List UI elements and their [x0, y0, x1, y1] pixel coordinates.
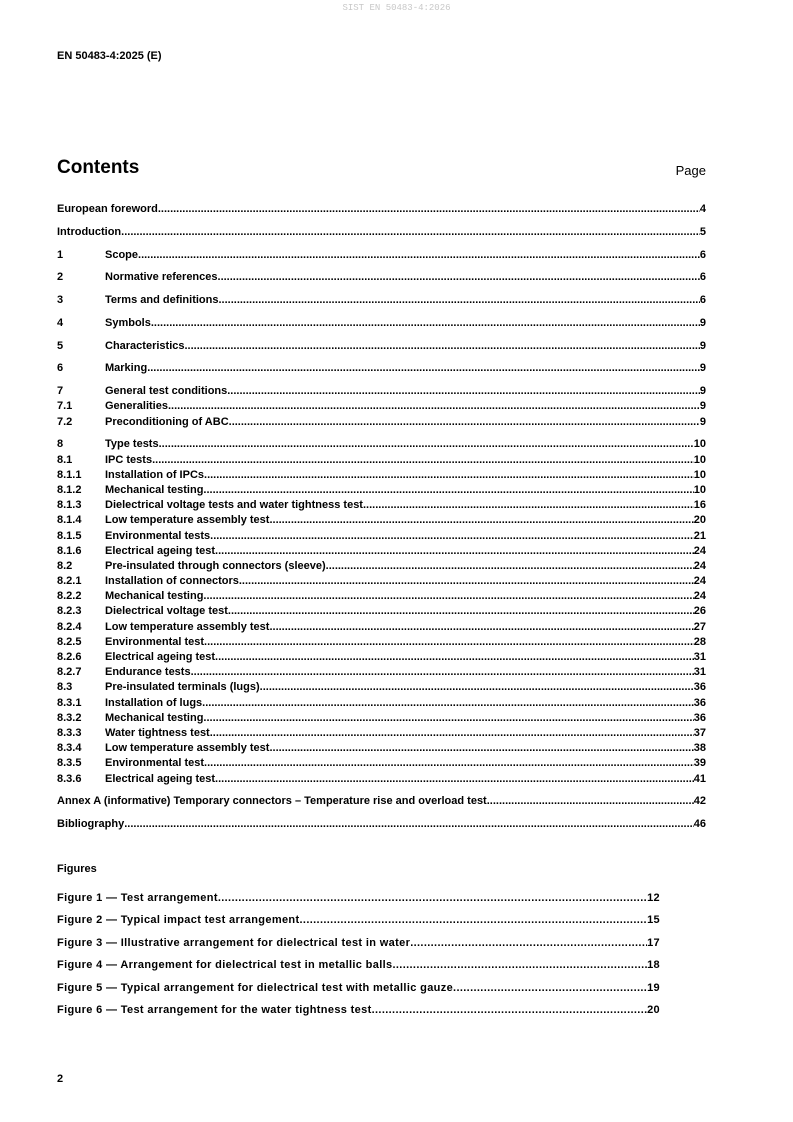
toc-entry-number: 8.3.4 — [57, 742, 82, 755]
toc-entry-title[interactable]: Electrical ageing test — [105, 651, 216, 664]
toc-entry-page: 9 — [699, 316, 706, 329]
toc-entry-title[interactable]: Low temperature assembly test — [105, 742, 270, 755]
toc-entry-number: 7 — [57, 385, 64, 398]
toc-entry-number: 8.2.2 — [57, 590, 82, 603]
toc-entry[interactable] — [57, 680, 706, 695]
toc-entry[interactable] — [57, 696, 706, 711]
dot-leader — [453, 977, 647, 999]
figure-entry-title[interactable]: Figure 3 — Illustrative arrangement for dielectrical test in water — [57, 936, 411, 949]
toc-entry-page: 41 — [693, 772, 706, 785]
toc-entry-number: 8.2.5 — [57, 635, 82, 648]
toc-entry-page: 6 — [699, 294, 706, 307]
toc-group — [57, 225, 706, 240]
toc-entry-title[interactable]: Environmental test — [105, 635, 205, 648]
toc-group — [57, 384, 706, 430]
toc-entry-title[interactable]: Scope — [105, 248, 139, 261]
toc-entry[interactable] — [57, 544, 706, 559]
toc-group — [57, 316, 706, 331]
dot-leader — [210, 529, 694, 544]
toc-entry-page: 27 — [693, 620, 706, 633]
document-id: EN 50483-4:2025 (E) — [57, 50, 162, 62]
toc-entry-number: 8.3.3 — [57, 726, 82, 739]
toc-entry-number: 8.1.6 — [57, 544, 82, 557]
toc-entry-title[interactable]: Mechanical testing — [105, 590, 204, 603]
toc-entry[interactable] — [57, 453, 706, 468]
toc-entry[interactable] — [57, 772, 706, 787]
toc-entry-number: 1 — [57, 248, 64, 261]
dot-leader — [218, 293, 699, 308]
toc-entry-title[interactable]: Environmental tests — [105, 529, 211, 542]
toc-entry-number: 8.2.4 — [57, 620, 82, 633]
dot-leader — [300, 909, 648, 931]
toc-entry-number: 8.3.1 — [57, 696, 82, 709]
toc-group — [57, 817, 706, 832]
toc-entry-title[interactable]: Endurance tests — [105, 666, 191, 679]
toc-group — [57, 339, 706, 354]
toc-entry[interactable] — [57, 756, 706, 771]
figure-entry-title[interactable]: Figure 5 — Typical arrangement for dielectrical test with metallic gauze — [57, 981, 454, 994]
toc-entry-title[interactable]: Characteristics — [105, 339, 185, 352]
toc-entry-number: 4 — [57, 316, 64, 329]
toc-entry-page: 4 — [699, 203, 706, 215]
toc-entry-page: 10 — [693, 438, 706, 451]
toc-group — [57, 437, 706, 786]
toc-entry-number: 8.2.7 — [57, 666, 82, 679]
toc-entry-page: 9 — [699, 400, 706, 413]
toc-entry-page: 5 — [699, 225, 706, 238]
figure-entry-page: 15 — [647, 914, 660, 927]
dot-leader — [218, 270, 700, 285]
figure-entry[interactable] — [57, 954, 660, 976]
toc-entry-page: 24 — [693, 575, 706, 588]
toc-entry-page: 16 — [693, 499, 706, 512]
dot-leader — [269, 513, 693, 528]
figure-entry[interactable] — [57, 909, 660, 931]
toc-entry-title[interactable]: Pre-insulated terminals (lugs) — [105, 681, 260, 694]
figure-entry-title[interactable]: Figure 2 — Typical impact test arrangement — [57, 914, 300, 927]
toc-entry-page: 10 — [693, 453, 706, 466]
toc-entry-title[interactable]: IPC tests — [105, 453, 153, 466]
toc-entry-number: 8.1.3 — [57, 499, 82, 512]
toc-entry-page: 31 — [693, 666, 706, 679]
toc-entry-number: 8 — [57, 438, 64, 451]
toc-entry[interactable] — [57, 316, 706, 331]
toc-entry-page: 36 — [693, 681, 706, 694]
toc-entry-title[interactable]: Low temperature assembly test — [105, 620, 270, 633]
toc-entry-number: 8.1 — [57, 453, 73, 466]
toc-entry[interactable] — [57, 437, 706, 452]
toc-entry-page: 24 — [693, 559, 706, 572]
dot-leader — [203, 711, 693, 726]
toc-entry[interactable] — [57, 225, 706, 240]
toc-entry[interactable] — [57, 498, 706, 513]
dot-leader — [158, 202, 700, 217]
figure-entry[interactable] — [57, 887, 660, 909]
toc-entry-number: 8.2.3 — [57, 605, 82, 618]
dot-leader — [203, 483, 693, 498]
toc-entry-title[interactable]: Dielectrical voltage test — [105, 605, 228, 618]
toc-entry-number: 3 — [57, 294, 64, 307]
toc-entry[interactable] — [57, 293, 706, 308]
toc-entry[interactable] — [57, 270, 706, 285]
toc-entry[interactable] — [57, 529, 706, 544]
figure-entry-page: 19 — [647, 981, 660, 994]
toc-entry[interactable] — [57, 483, 706, 498]
toc-entry-title[interactable]: Installation of IPCs — [105, 468, 205, 481]
toc-entry[interactable] — [57, 415, 706, 430]
toc-entry-page: 10 — [693, 483, 706, 496]
toc-entry[interactable] — [57, 620, 706, 635]
toc-entry[interactable] — [57, 559, 706, 574]
toc-entry-title[interactable]: Water tightness test — [105, 726, 210, 739]
toc-entry-title[interactable]: Annex A (informative) Temporary connectors – Temperature rise and overload test — [57, 795, 487, 808]
dot-leader — [168, 399, 700, 414]
toc-entry[interactable] — [57, 817, 706, 832]
toc-entry-title[interactable]: Normative references — [105, 271, 218, 284]
toc-entry[interactable] — [57, 468, 706, 483]
toc-entry-page: 37 — [693, 726, 706, 739]
toc-group — [57, 293, 706, 308]
dot-leader — [227, 384, 700, 399]
toc-entry-page: 24 — [693, 590, 706, 603]
dot-leader — [159, 437, 694, 452]
toc-entry[interactable] — [57, 574, 706, 589]
toc-group — [57, 361, 706, 376]
dot-leader — [121, 225, 700, 240]
toc-entry-number: 8.2 — [57, 559, 73, 572]
toc-entry-page: 6 — [699, 248, 706, 261]
toc-entry[interactable] — [57, 248, 706, 263]
dot-leader — [487, 794, 694, 809]
dot-leader — [215, 650, 694, 665]
toc-entry[interactable] — [57, 604, 706, 619]
dot-leader — [260, 680, 694, 695]
figure-entry-title[interactable]: Figure 4 — Arrangement for dielectrical test in metallic balls — [57, 959, 393, 972]
toc-entry-number: 8.3 — [57, 681, 73, 694]
toc-entry[interactable] — [57, 794, 706, 809]
toc-entry-title[interactable]: Symbols — [105, 316, 151, 329]
toc-entry-number: 8.3.2 — [57, 711, 82, 724]
toc-entry-title[interactable]: Type tests — [105, 438, 159, 451]
toc-entry[interactable] — [57, 513, 706, 528]
dot-leader — [228, 604, 694, 619]
dot-leader — [191, 665, 694, 680]
toc-entry-page: 24 — [693, 544, 706, 557]
dot-leader — [202, 696, 694, 711]
toc-entry[interactable] — [57, 339, 706, 354]
toc-entry-number: 8.1.5 — [57, 529, 82, 542]
toc-entry-number: 7.1 — [57, 400, 73, 413]
dot-leader — [218, 887, 647, 909]
list-of-figures — [57, 887, 660, 1021]
dot-leader — [204, 468, 694, 483]
figure-entry-page: 17 — [647, 936, 660, 949]
toc-entry[interactable] — [57, 650, 706, 665]
toc-entry[interactable] — [57, 589, 706, 604]
toc-entry-page: 9 — [699, 385, 706, 398]
dot-leader — [210, 726, 694, 741]
toc-entry[interactable] — [57, 384, 706, 399]
toc-entry-title[interactable]: Generalities — [105, 400, 168, 413]
page-column-header: Page — [675, 163, 706, 178]
toc-entry-title[interactable]: Low temperature assembly test — [105, 514, 270, 527]
toc-entry-page: 26 — [693, 605, 706, 618]
dot-leader — [393, 954, 648, 976]
toc-entry-page: 9 — [699, 362, 706, 375]
toc-entry-number: 8.2.1 — [57, 575, 82, 588]
toc-entry[interactable] — [57, 635, 706, 650]
toc-entry-number: 5 — [57, 339, 64, 352]
toc-entry-page: 36 — [693, 711, 706, 724]
toc-entry-page: 20 — [693, 514, 706, 527]
toc-entry-number: 6 — [57, 362, 64, 375]
dot-leader — [372, 999, 647, 1021]
dot-leader — [147, 361, 700, 376]
dot-leader — [363, 498, 694, 513]
dot-leader — [269, 741, 693, 756]
dot-leader — [215, 544, 694, 559]
toc-entry-title[interactable]: Pre-insulated through connectors (sleeve) — [105, 559, 326, 572]
dot-leader — [239, 574, 694, 589]
toc-entry-title[interactable]: Environmental test — [105, 757, 205, 770]
toc-entry-page: 9 — [699, 415, 706, 428]
toc-entry[interactable] — [57, 665, 706, 680]
toc-entry-number: 8.1.4 — [57, 514, 82, 527]
figure-entry-title[interactable]: Figure 6 — Test arrangement for the water tightness test — [57, 1003, 372, 1016]
dot-leader — [229, 415, 700, 430]
toc-entry-number: 7.2 — [57, 415, 73, 428]
figure-entry-page: 18 — [647, 959, 660, 972]
toc-entry-title[interactable]: Electrical ageing test — [105, 772, 216, 785]
table-of-contents — [57, 202, 706, 840]
toc-entry-page: 38 — [693, 742, 706, 755]
toc-group — [57, 794, 706, 809]
figure-entry-title[interactable]: Figure 1 — Test arrangement — [57, 892, 218, 904]
dot-leader — [185, 339, 700, 354]
toc-entry-title[interactable]: Bibliography — [57, 818, 125, 831]
toc-entry[interactable] — [57, 399, 706, 414]
toc-entry-page: 6 — [699, 271, 706, 284]
toc-entry[interactable] — [57, 711, 706, 726]
figure-entry-page: 20 — [647, 1003, 660, 1016]
figure-entry[interactable] — [57, 932, 660, 954]
toc-entry-number: 2 — [57, 271, 64, 284]
watermark: SIST EN 50483-4:2026 — [342, 3, 451, 13]
figure-entry-page: 12 — [647, 892, 660, 904]
toc-entry-page: 10 — [693, 468, 706, 481]
toc-entry-title[interactable]: Preconditioning of ABC — [105, 415, 229, 428]
toc-entry-title[interactable]: Terms and definitions — [105, 294, 219, 307]
dot-leader — [215, 772, 694, 787]
toc-group — [57, 202, 706, 217]
toc-entry-page: 46 — [693, 818, 706, 831]
toc-entry-page: 39 — [693, 757, 706, 770]
toc-entry-number: 8.3.5 — [57, 757, 82, 770]
toc-entry-number: 8.1.2 — [57, 483, 82, 496]
toc-entry-title[interactable]: Mechanical testing — [105, 711, 204, 724]
toc-entry-title[interactable]: Dielectrical voltage tests and water tightness test — [105, 499, 363, 512]
dot-leader — [152, 453, 694, 468]
toc-entry-page: 31 — [693, 651, 706, 664]
toc-entry-title[interactable]: Installation of lugs — [105, 696, 203, 709]
dot-leader — [203, 589, 693, 604]
toc-entry-number: 8.1.1 — [57, 468, 82, 481]
dot-leader — [204, 635, 694, 650]
dot-leader — [124, 817, 694, 832]
toc-entry-page: 36 — [693, 696, 706, 709]
toc-entry[interactable] — [57, 726, 706, 741]
dot-leader — [326, 559, 694, 574]
toc-entry[interactable] — [57, 361, 706, 376]
toc-entry[interactable] — [57, 741, 706, 756]
dot-leader — [269, 620, 693, 635]
figure-entry[interactable] — [57, 977, 660, 999]
toc-entry[interactable] — [57, 202, 706, 217]
toc-entry-title[interactable]: Introduction — [57, 225, 122, 238]
toc-entry-title[interactable]: Electrical ageing test — [105, 544, 216, 557]
toc-group — [57, 248, 706, 263]
toc-entry-title[interactable]: European foreword — [57, 203, 158, 215]
toc-entry-page: 9 — [699, 339, 706, 352]
dot-leader — [410, 932, 647, 954]
figure-entry[interactable] — [57, 999, 660, 1021]
dot-leader — [138, 248, 700, 263]
toc-entry-title[interactable]: Marking — [105, 362, 148, 375]
dot-leader — [204, 756, 694, 771]
page-number: 2 — [57, 1073, 64, 1085]
toc-entry-title[interactable]: General test conditions — [105, 385, 228, 398]
dot-leader — [151, 316, 700, 331]
toc-entry-page: 28 — [693, 635, 706, 648]
toc-entry-title[interactable]: Mechanical testing — [105, 483, 204, 496]
toc-group — [57, 270, 706, 285]
toc-entry-number: 8.3.6 — [57, 772, 82, 785]
toc-entry-page: 21 — [693, 529, 706, 542]
page-title: Contents — [57, 157, 140, 178]
toc-entry-number: 8.2.6 — [57, 651, 82, 664]
toc-entry-page: 42 — [693, 795, 706, 808]
figures-heading: Figures — [57, 863, 97, 875]
toc-entry-title[interactable]: Installation of connectors — [105, 575, 239, 588]
